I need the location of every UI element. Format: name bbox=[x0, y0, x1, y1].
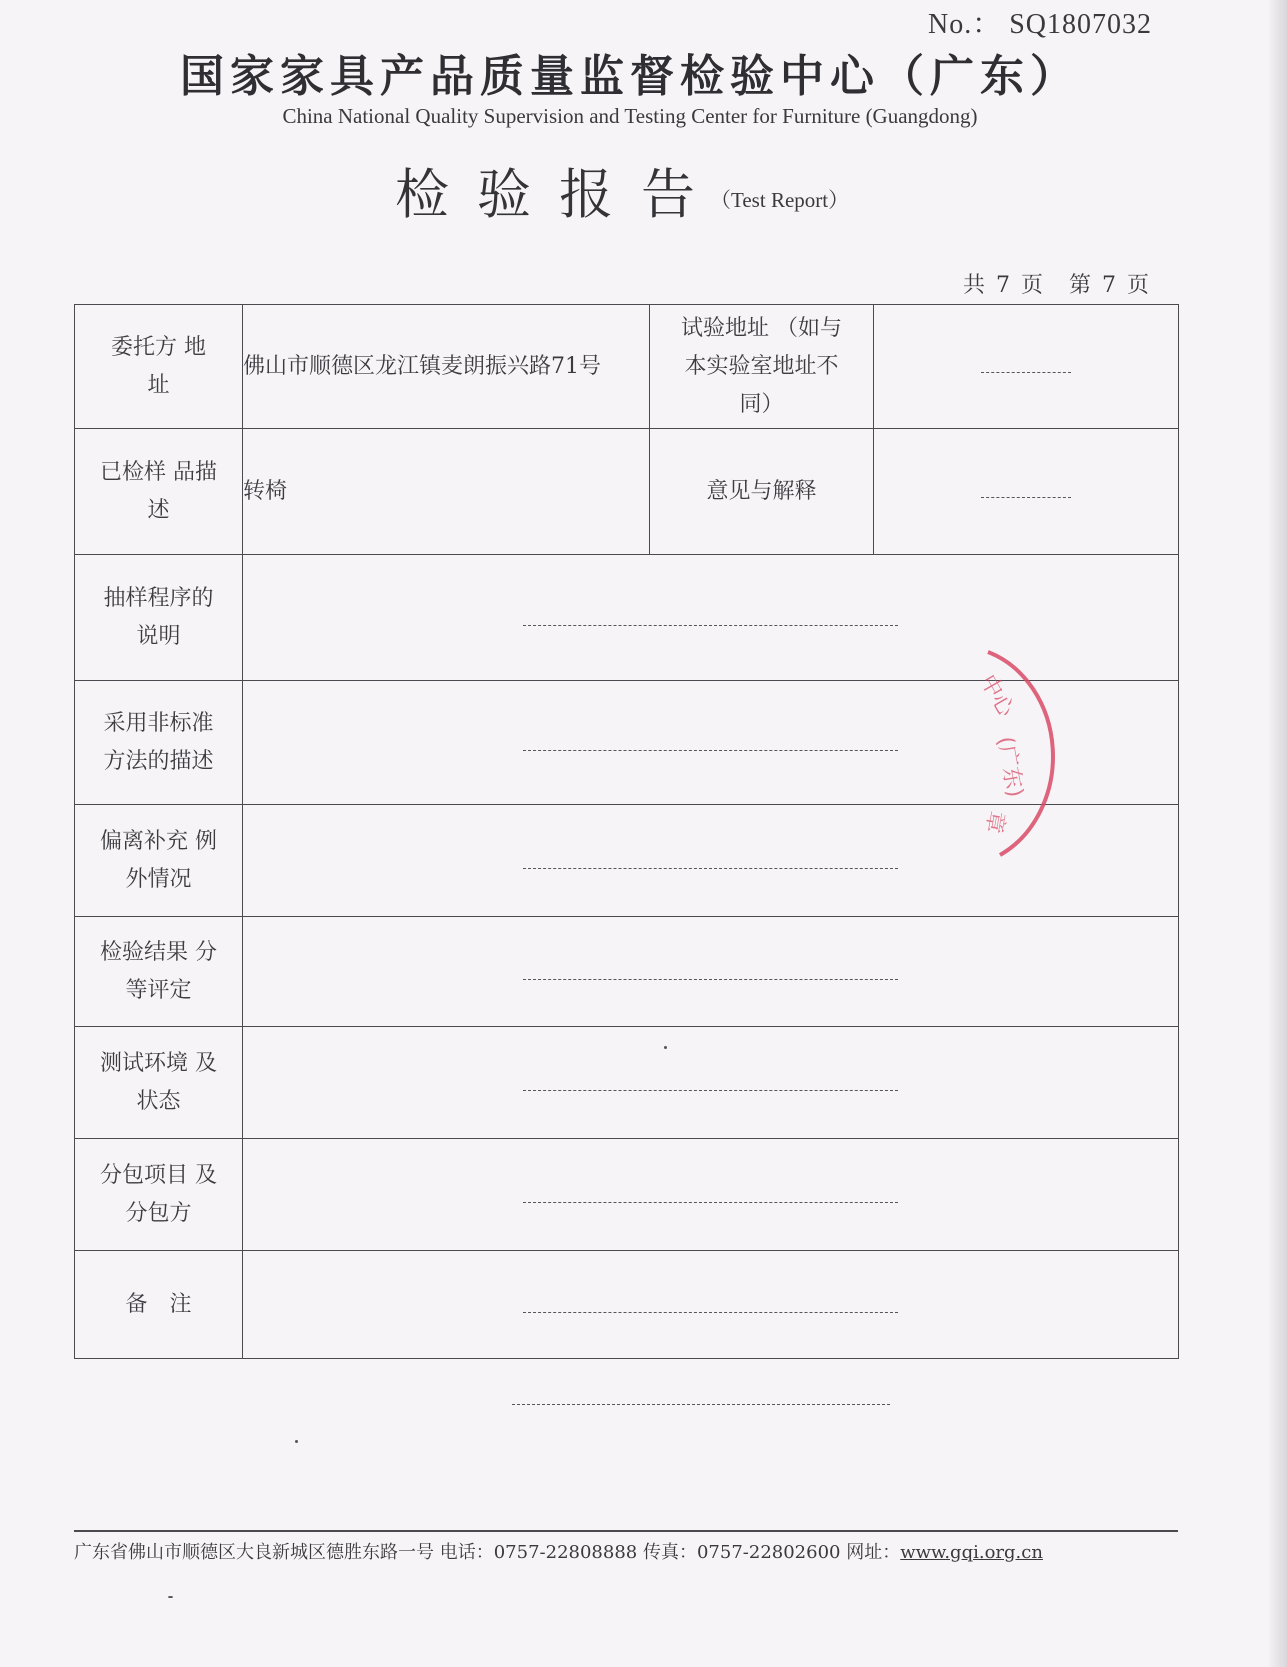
footer-rule bbox=[74, 1530, 1178, 1532]
test-site-value bbox=[874, 305, 1179, 429]
table-row bbox=[75, 1139, 1179, 1251]
page-count: 共 7 页 第 7 页 bbox=[963, 273, 1151, 298]
client-address-label: 委托方 地 址 bbox=[75, 305, 243, 429]
client-address-value: 佛山市顺德区龙江镇麦朗振兴路71号 bbox=[243, 305, 650, 429]
remarks-label: 备 注 bbox=[75, 1251, 243, 1359]
print-speck bbox=[295, 1440, 298, 1443]
footer-website-label: 网址： bbox=[846, 1542, 901, 1563]
print-speck bbox=[664, 1046, 667, 1049]
org-name-cn: 国家家具产品质量监督检验中心（广东） bbox=[180, 51, 1080, 102]
sample-desc-value: 转椅 bbox=[243, 429, 650, 555]
test-environment-label: 测试环境 及状态 bbox=[75, 1027, 243, 1139]
table-row bbox=[75, 305, 1179, 429]
opinions-value bbox=[874, 429, 1179, 555]
svg-text:中心: 中心 bbox=[974, 670, 1019, 722]
footer-contact bbox=[74, 1538, 1178, 1564]
sample-desc-label: 已检样 品描述 bbox=[75, 429, 243, 555]
opinions-label: 意见与解释 bbox=[650, 429, 874, 555]
footer-fax: 传真：0757-22802600 bbox=[642, 1542, 841, 1563]
official-seal-stamp bbox=[970, 640, 1090, 870]
sampling-procedure-label: 抽样程序的 说明 bbox=[75, 555, 243, 681]
closing-dashed-line bbox=[512, 1404, 890, 1405]
table-row bbox=[75, 1251, 1179, 1359]
nonstandard-method-label: 采用非标准 方法的描述 bbox=[75, 681, 243, 805]
footer-website-link[interactable]: www.gqi.org.cn bbox=[900, 1542, 1043, 1563]
org-name-en: China National Quality Supervision and Testing Center for Furniture (Guangdong) bbox=[282, 104, 978, 128]
footer-phone: 电话：0757-22808888 bbox=[439, 1542, 638, 1563]
table-row bbox=[75, 1027, 1179, 1139]
test-site-label: 试验地址 （如与本实验室地址不同） bbox=[650, 305, 874, 429]
result-grading-value bbox=[243, 917, 1179, 1027]
svg-text:章: 章 bbox=[980, 808, 1009, 835]
report-title-en: （Test Report） bbox=[710, 188, 850, 212]
table-row bbox=[75, 429, 1179, 555]
deviation-label: 偏离补充 例外情况 bbox=[75, 805, 243, 917]
report-title: 检验报告 bbox=[395, 163, 723, 226]
test-environment-value bbox=[243, 1027, 1179, 1139]
result-grading-label: 检验结果 分等评定 bbox=[75, 917, 243, 1027]
footer-address: 广东省佛山市顺德区大良新城区德胜东路一号 bbox=[74, 1542, 434, 1563]
subcontract-label: 分包项目 及分包方 bbox=[75, 1139, 243, 1251]
subcontract-value bbox=[243, 1139, 1179, 1251]
table-row bbox=[75, 917, 1179, 1027]
svg-text:(广东): (广东) bbox=[992, 734, 1028, 800]
report-number: No.： SQ1807032 bbox=[928, 9, 1153, 40]
remarks-value bbox=[243, 1251, 1179, 1359]
print-speck bbox=[168, 1596, 173, 1598]
